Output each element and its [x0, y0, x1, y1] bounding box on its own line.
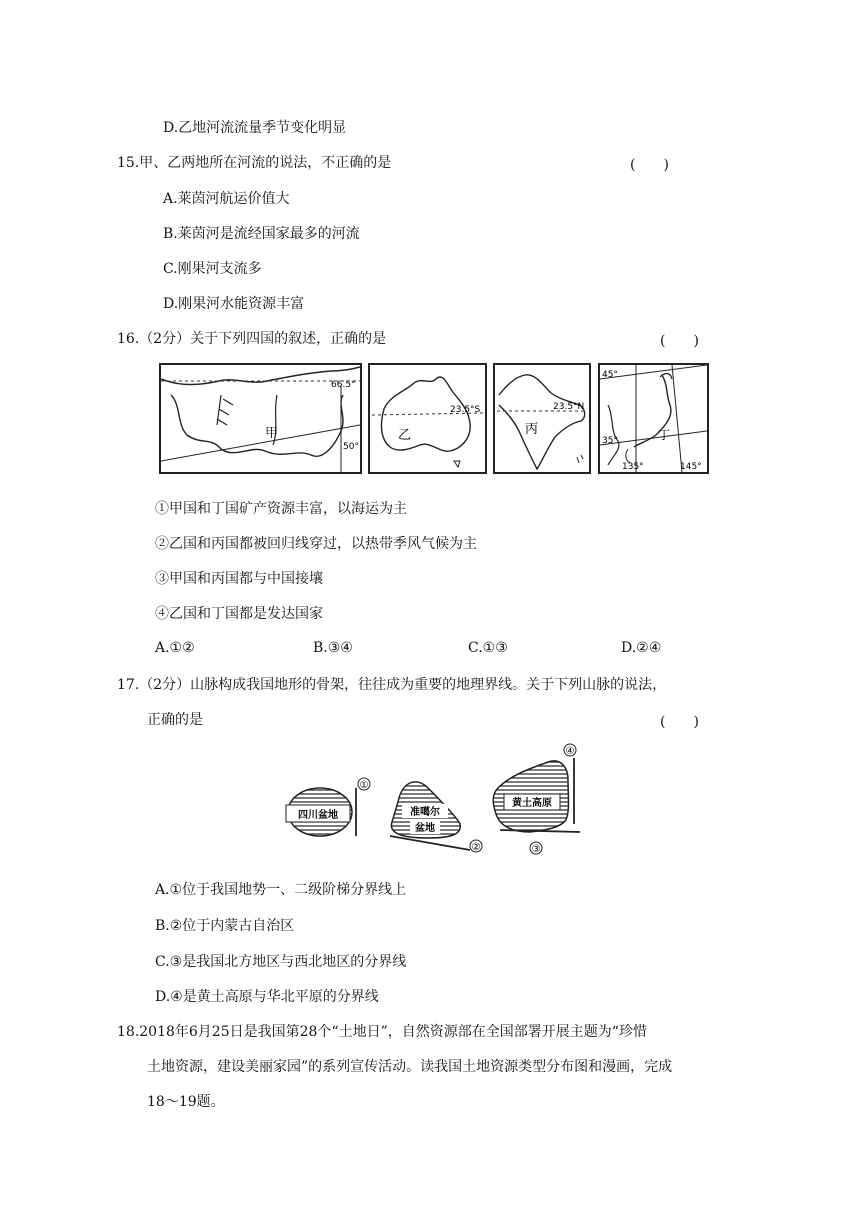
- q17-option-a: A.①位于我国地势一、二级阶梯分界线上: [155, 882, 407, 898]
- q16-statement-1: ①甲国和丁国矿产资源丰富，以海运为主: [155, 501, 407, 517]
- mark-4: ④: [565, 746, 575, 757]
- map-yi-latitude: 23.5°S: [450, 405, 481, 415]
- map-bing-latitude: 23.5°N: [553, 402, 585, 412]
- q15-stem: 15.甲、乙两地所在河流的说法，不正确的是: [117, 155, 392, 171]
- mark-3: ③: [531, 844, 541, 855]
- q18-line2: 土地资源，建设美丽家园”的系列宣传活动。读我国土地资源类型分布图和漫画，完成: [147, 1059, 673, 1075]
- map-ding: [598, 363, 709, 474]
- sichuan-basin-label: 四川盆地: [298, 810, 338, 821]
- q17-option-c: C.③是我国北方地区与西北地区的分界线: [155, 954, 407, 970]
- q17-stem-line2: 正确的是: [147, 712, 203, 728]
- map-ding-lon-left: 135°: [622, 462, 644, 472]
- map-jia-country: 甲: [265, 426, 279, 441]
- q15-option-a: A.莱茵河航运价值大: [163, 191, 290, 207]
- map-bing: [493, 363, 591, 474]
- q17-option-b: B.②位于内蒙古自治区: [155, 918, 295, 934]
- q18-line1: 18.2018年6月25日是我国第28个“土地日”，自然资源部在全国部署开展主题为“珍惜: [117, 1024, 647, 1040]
- q15-option-c: C.刚果河支流多: [163, 261, 262, 277]
- map-ding-lat-mid: 35°: [602, 436, 618, 446]
- map-jia: [159, 363, 362, 474]
- q16-choice-b: B.③④: [313, 640, 353, 656]
- junggar-basin-label-2: 盆地: [415, 823, 435, 834]
- map-ding-svg: [600, 365, 707, 472]
- q16-choice-c: C.①③: [468, 640, 508, 656]
- q16-statement-4: ④乙国和丁国都是发达国家: [155, 606, 323, 622]
- q15-option-b: B.莱茵河是流经国家最多的河流: [163, 226, 360, 242]
- q16-stem: 16.（2分）关于下列四国的叙述，正确的是: [117, 331, 387, 347]
- mark-2: ②: [471, 842, 481, 853]
- q16-choice-d: D.②④: [621, 640, 662, 656]
- q17-answer-paren: ( ): [660, 714, 699, 730]
- q17-option-d: D.④是黄土高原与华北平原的分界线: [155, 989, 379, 1005]
- q16-choice-a: A.①②: [155, 640, 195, 656]
- mark-1: ①: [359, 780, 369, 791]
- q15-option-d: D.刚果河水能资源丰富: [163, 296, 305, 312]
- loess-plateau-label: 黄土高原: [512, 798, 552, 809]
- map-ding-lat-top: 45°: [602, 370, 618, 380]
- map-ding-country: 丁: [658, 428, 671, 442]
- q14-option-d: D.乙地河流流量季节变化明显: [163, 120, 347, 136]
- map-bing-svg: [495, 365, 589, 472]
- junggar-basin-label-1: 准噶尔: [410, 807, 440, 818]
- q17-stem-line1: 17.（2分）山脉构成我国地形的骨架，往往成为重要的地理界线。关于下列山脉的说法，: [117, 677, 667, 693]
- map-ding-lon-right: 145°: [680, 462, 702, 472]
- map-yi-svg: [370, 365, 485, 472]
- map-jia-longitude: 50°: [343, 442, 359, 452]
- map-yi: [368, 363, 487, 474]
- q16-statement-3: ③甲国和丙国都与中国接壤: [155, 571, 323, 587]
- q16-statement-2: ②乙国和丙国都被回归线穿过，以热带季风气候为主: [155, 536, 477, 552]
- q15-answer-paren: ( ): [630, 157, 669, 173]
- map-yi-country: 乙: [398, 428, 412, 443]
- q17-figure: [280, 740, 590, 860]
- q18-line3: 18～19题。: [147, 1094, 225, 1110]
- q17-figure-svg: [280, 740, 590, 860]
- q16-answer-paren: ( ): [660, 333, 699, 349]
- map-bing-country: 丙: [525, 422, 539, 437]
- map-jia-latitude: 66.5°: [331, 380, 356, 390]
- map-jia-svg: [161, 365, 360, 472]
